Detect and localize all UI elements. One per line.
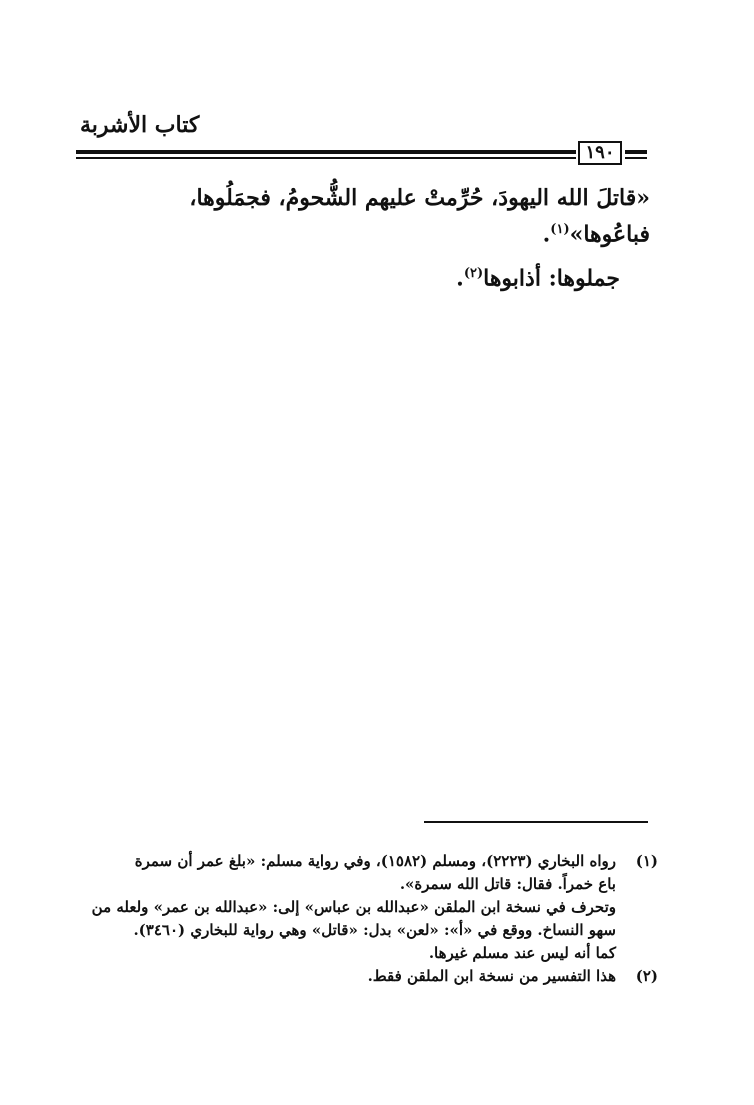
header-rule-thick bbox=[76, 150, 576, 154]
page-number-ornament-thin bbox=[625, 157, 647, 159]
footnote-2 bbox=[84, 965, 658, 988]
footnote-ref-2: (٢) bbox=[463, 266, 484, 281]
footnote-line: باع خمراً. فقال: قاتل الله سمرة». bbox=[399, 875, 616, 893]
hadith-line-2-text: فباعُوها» bbox=[569, 221, 650, 248]
footnote-separator bbox=[424, 821, 648, 823]
explanation-line: جملوها: أذابوها bbox=[483, 265, 620, 292]
footnote-line: وتحرف في نسخة ابن الملقن «عبدالله بن عباس» إلى: «عبدالله بن عمر» ولعله من bbox=[91, 898, 616, 916]
footnote-line: رواه البخاري (٢٢٢٣)، ومسلم (١٥٨٢)، وفي رواية مسلم: «بلغ عمر أن سمرة bbox=[134, 852, 616, 870]
header-rule-thin bbox=[76, 157, 576, 159]
page-number: ١٩٠ bbox=[578, 141, 622, 165]
footnote-number: (١) bbox=[635, 852, 658, 870]
explanation-end-punct: . bbox=[456, 265, 464, 292]
footnotes bbox=[84, 850, 658, 988]
footnote-line: هذا التفسير من نسخة ابن الملقن فقط. bbox=[367, 967, 616, 985]
explanation-text bbox=[78, 258, 650, 294]
page-number-ornament bbox=[625, 150, 647, 154]
chapter-title: كتاب الأشربة bbox=[80, 112, 200, 138]
footnote-1 bbox=[84, 850, 658, 965]
footnote-ref-1: (١) bbox=[550, 222, 570, 237]
footnote-line: كما أنه ليس عند مسلم غيرها. bbox=[428, 944, 616, 962]
hadith-end-punct: . bbox=[542, 221, 551, 248]
hadith-line-2 bbox=[78, 214, 650, 250]
footnote-line: سهو النساخ. ووقع في «أ»: «لعن» بدل: «قاتل» وهي رواية للبخاري (٣٤٦٠). bbox=[133, 921, 616, 939]
hadith-text bbox=[78, 182, 650, 250]
footnote-number: (٢) bbox=[635, 967, 658, 985]
hadith-line-1: «قاتلَ الله اليهودَ، حُرِّمتْ عليهم الشُّحومُ، فجمَلُوها، bbox=[189, 185, 650, 211]
